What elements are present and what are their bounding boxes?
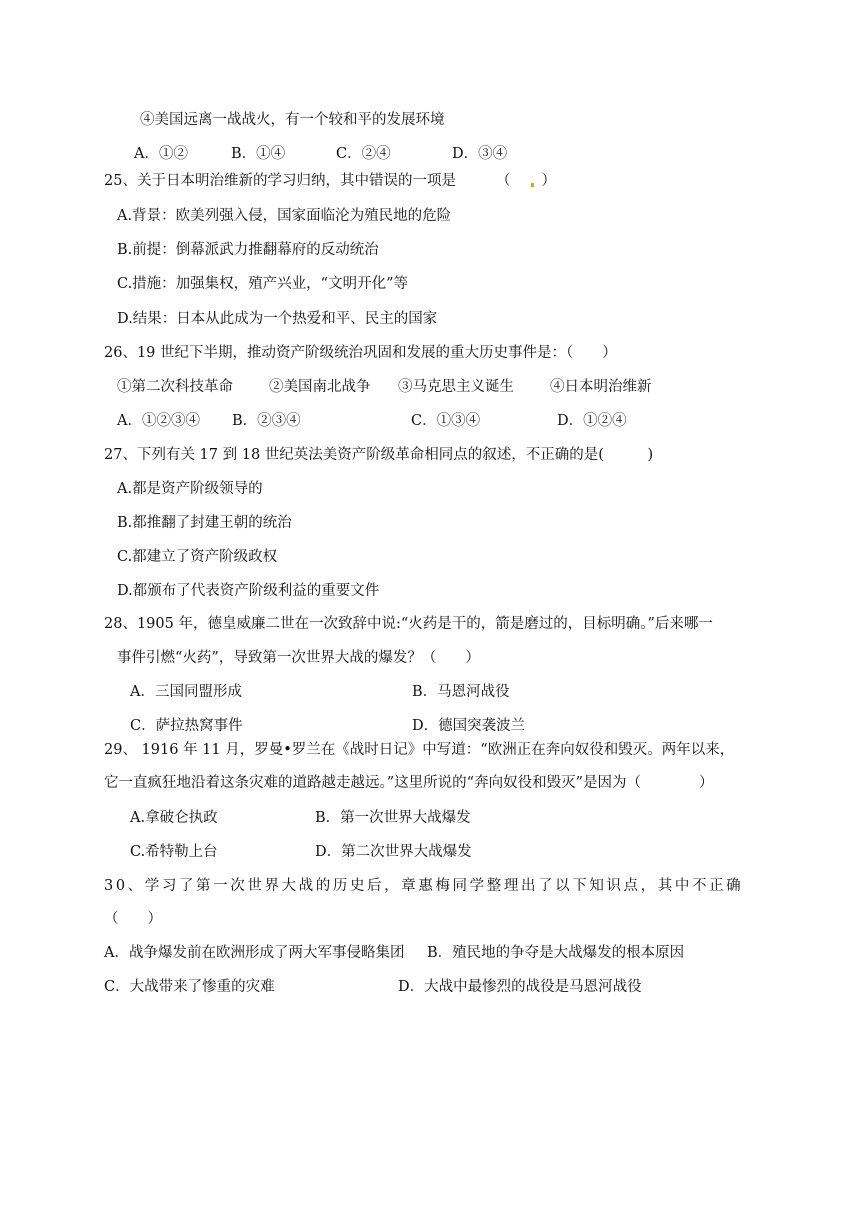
q26-option-d: D．①②④ [557, 413, 627, 429]
q27-option-c: C.都建立了资产阶级政权 [117, 549, 278, 565]
q30-option-a: A．战争爆发前在欧洲形成了两大军事侵略集团 [104, 945, 405, 961]
question-29-stem-line-1: 29、 1916 年 11 月，罗曼•罗兰在《战时日记》中写道：“欧洲正在奔向奴役和毁灭。两年以来， [104, 742, 735, 758]
question-28-stem-line-2: 事件引燃“火药”，导致第一次世界大战的爆发？（ ） [117, 650, 480, 666]
q27-option-d: D.都颁布了代表资产阶级利益的重要文件 [117, 583, 380, 599]
q26-item-1: ①第二次科技革命 [117, 379, 233, 395]
q30-option-d: D．大战中最惨烈的战役是马恩河战役 [398, 979, 642, 995]
q30-option-c: C．大战带来了惨重的灾难 [104, 979, 275, 995]
option-c: C．②④ [336, 146, 391, 162]
q25-option-d: D.结果：日本从此成为一个热爱和平、民主的国家 [117, 311, 438, 327]
q26-option-a: A．①②③④ [117, 413, 200, 429]
q26-option-b: B．②③④ [232, 413, 301, 429]
question-28-stem-line-1: 28、1905 年，德皇威廉二世在一次致辞中说:“火药是干的，箭是磨过的，目标明确。”后来哪一 [104, 616, 713, 632]
q28-option-a: A．三国同盟形成 [130, 684, 242, 700]
question-30-stem-line-2: （ ） [104, 911, 162, 927]
q28-option-c: C．萨拉热窝事件 [130, 718, 243, 734]
q29-option-b: B．第一次世界大战爆发 [315, 810, 471, 826]
q25-option-a: A.背景：欧美列强入侵，国家面临沦为殖民地的危险 [117, 208, 452, 224]
dot-mark [531, 183, 534, 187]
question-29-stem-line-2: 它一直疯狂地沿着这条灾难的道路越走越远。”这里所说的“奔向奴役和毁灭”是因为（ ） [104, 775, 714, 791]
q27-option-b: B.都推翻了封建王朝的统治 [117, 515, 292, 531]
option-d: D．③④ [452, 146, 508, 162]
q27-option-a: A.都是资产阶级领导的 [117, 481, 263, 497]
question-25-stem: 25、关于日本明治维新的学习归纳，其中错误的一项是 [104, 173, 456, 189]
question-27-stem: 27、下列有关 17 到 18 世纪英法美资产阶级革命相同点的叙述，不正确的是( ) [104, 447, 654, 463]
paren-open: （ [496, 173, 511, 189]
option-a: A．①② [134, 146, 188, 162]
q26-item-4: ④日本明治维新 [550, 379, 652, 395]
q26-item-2: ②美国南北战争 [269, 379, 371, 395]
option-b: B．①④ [231, 146, 286, 162]
question-30-stem-line-1: 30、学习了第一次世界大战的历史后，章惠梅同学整理出了以下知识点，其中不正确 [104, 878, 744, 894]
q26-item-3: ③马克思主义诞生 [398, 379, 514, 395]
q29-option-c: C.希特勒上台 [130, 844, 218, 860]
q25-option-b: B.前提：倒幕派武力推翻幕府的反动统治 [117, 242, 379, 258]
answer-paren [496, 171, 556, 191]
q30-option-b: B．殖民地的争夺是大战爆发的根本原因 [427, 945, 685, 961]
q29-option-a: A.拿破仑执政 [130, 810, 218, 826]
q25-option-c: C.措施：加强集权，殖产兴业，“文明开化”等 [117, 276, 409, 292]
q29-option-d: D．第二次世界大战爆发 [315, 844, 472, 860]
q28-option-b: B．马恩河战役 [412, 684, 510, 700]
paren-close: ） [541, 173, 556, 189]
question-26-stem: 26、19 世纪下半期，推动资产阶级统治巩固和发展的重大历史事件是：（ ） [104, 345, 617, 361]
q26-option-c: C．①③④ [411, 413, 481, 429]
item-4-text: ④美国远离一战战火，有一个较和平的发展环境 [140, 112, 445, 128]
q28-option-d: D．德国突袭波兰 [412, 718, 526, 734]
